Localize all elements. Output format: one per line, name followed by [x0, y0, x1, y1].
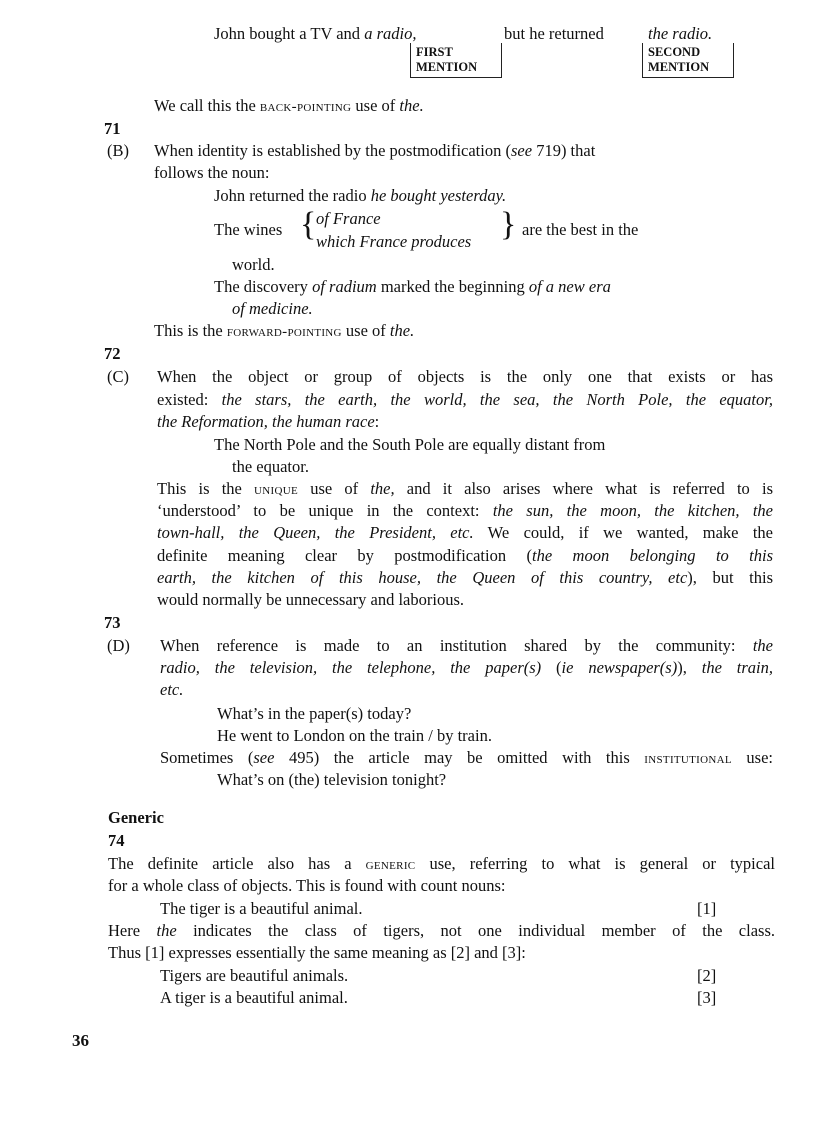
text: When identity is established by the postmodification (	[154, 141, 511, 160]
text: We call this the	[154, 96, 260, 115]
s73-line-2	[160, 656, 773, 679]
s73-example-2: He went to London on the train / by train.	[217, 726, 492, 745]
s73-line-1	[160, 634, 773, 657]
page-number: 36	[72, 1031, 89, 1050]
text: marked the beginning	[376, 277, 529, 296]
text: and it also arises where what is referred to is	[394, 479, 773, 498]
text: 719) that	[532, 141, 596, 160]
first-mention-label-1: FIRST	[416, 45, 453, 59]
s73-example-3: What’s on (the) television tonight?	[217, 770, 447, 789]
heading-generic: Generic	[108, 808, 164, 827]
generic-example-3: A tiger is a beautiful animal.	[160, 988, 348, 1007]
text: John returned the radio	[214, 186, 371, 205]
s72-para-line-3	[157, 521, 773, 544]
text: ),	[677, 658, 702, 677]
s72-line-3	[157, 410, 379, 433]
s72-para-line-6: would normally be unnecessary and laborious.	[157, 590, 465, 609]
generic-example-2-ref: [2]	[697, 966, 717, 985]
text-italic: radio, the television, the telephone, the paper(s)	[160, 658, 542, 677]
text-italic: the	[752, 636, 773, 655]
text-italic: ie newspaper(s)	[561, 658, 678, 677]
text: use of	[341, 321, 390, 340]
text: Here	[108, 921, 157, 940]
s71-example-2-pre: The wines	[214, 220, 283, 239]
generic-example-1-ref: [1]	[697, 899, 717, 918]
text-the: the,	[370, 479, 395, 498]
second-mention-label-1: SECOND	[648, 45, 701, 59]
example-text: John bought a TV and	[214, 24, 365, 43]
s71-example-3-cont: of medicine.	[232, 299, 313, 318]
text-the: the	[156, 921, 177, 940]
s72-line-1: When the object or group of objects is the only one that exists or has	[157, 367, 773, 386]
second-mention-label-2: MENTION	[648, 60, 710, 74]
example-a-radio: a radio,	[364, 24, 417, 43]
first-mention-label-2: MENTION	[416, 60, 478, 74]
generic-example-2: Tigers are beautiful animals.	[160, 966, 349, 985]
s71-option-2: which France produces	[316, 232, 472, 251]
s71-line-1	[154, 139, 595, 162]
term-institutional: institutional	[644, 751, 732, 767]
text-italic: earth, the kitchen of this house, the Queen of this country, etc	[157, 568, 688, 587]
term-back-pointing: back-pointing	[259, 99, 352, 115]
second-mention-box	[642, 43, 734, 78]
s72-para-line-5	[157, 566, 773, 589]
generic-example-1: The tiger is a beautiful animal.	[160, 899, 363, 918]
text: The definite article also has a	[108, 854, 366, 873]
left-brace: {	[300, 206, 317, 243]
text-italic: the Reformation, the human race	[157, 412, 375, 431]
s72-line-2	[157, 388, 773, 411]
text: This is the	[154, 321, 227, 340]
text: use:	[731, 748, 774, 767]
text: (	[541, 658, 562, 677]
s73-line-3: etc.	[160, 680, 184, 699]
s71-example-3	[214, 275, 611, 298]
text-italic: the moon belonging to this	[531, 546, 773, 565]
generic-line-2: for a whole class of objects. This is found with count nouns:	[108, 876, 506, 895]
text: ‘understood’ to be unique in the context:	[157, 501, 493, 520]
text-the: the.	[399, 96, 424, 115]
text-italic: the train,	[701, 658, 773, 677]
example-first-second-mention	[214, 22, 416, 45]
forward-pointing-line	[154, 319, 414, 344]
text-see: see	[253, 748, 275, 767]
text-see: see	[510, 141, 533, 160]
example-mid-text: but he returned	[504, 24, 604, 43]
section-number-73: 73	[104, 613, 121, 632]
text: ), but this	[687, 568, 773, 587]
text-italic: the sun, the moon, the kitchen, the	[492, 501, 774, 520]
example-the-radio-text: the radio.	[648, 24, 713, 43]
text-the: the.	[389, 321, 415, 340]
text: This is the	[157, 479, 255, 498]
section-number-71: 71	[104, 119, 121, 138]
text-italic: the stars, the earth, the world, the sea, the North Pole, the equator,	[221, 390, 773, 409]
text: When reference is made to an institution shared by the community:	[160, 636, 753, 655]
text: use of	[298, 479, 371, 498]
s71-example-1	[214, 184, 506, 207]
text: use of	[351, 96, 400, 115]
text: use, referring to what is general or typical	[415, 854, 776, 873]
s71-example-2-cont: world.	[232, 255, 275, 274]
term-unique: unique	[254, 482, 299, 498]
text-italic: of a new era	[528, 277, 611, 296]
text-italic: town-hall, the Queen, the President, etc.	[157, 523, 474, 542]
section-number-72: 72	[104, 344, 121, 363]
text: We could, if we wanted, make the	[473, 523, 773, 542]
generic-line-3	[108, 919, 775, 942]
right-brace: }	[500, 206, 517, 243]
text-italic: he bought yesterday.	[370, 186, 507, 205]
section-label-b: (B)	[107, 141, 129, 160]
s73-example-1: What’s in the paper(s) today?	[217, 704, 412, 723]
s72-example-1: The North Pole and the South Pole are equally distant from	[214, 435, 606, 454]
text: existed:	[157, 390, 222, 409]
s71-option-1: of France	[316, 209, 381, 228]
term-forward-pointing: forward-pointing	[226, 324, 342, 340]
s72-para-line-2	[157, 499, 773, 522]
section-label-d: (D)	[107, 636, 130, 655]
section-label-c: (C)	[107, 367, 129, 386]
term-generic: generic	[365, 857, 416, 873]
section-number-74: 74	[108, 831, 125, 850]
text-italic: of radium	[312, 277, 377, 296]
s71-line-2: follows the noun:	[154, 163, 270, 182]
text: Sometimes (	[160, 748, 254, 767]
text: 495) the article may be omitted with this	[274, 748, 645, 767]
text: :	[374, 412, 380, 431]
text: indicates the class of tigers, not one individual member of the class.	[176, 921, 775, 940]
example-the-radio	[648, 22, 712, 45]
back-pointing-line	[154, 94, 424, 119]
text: The discovery	[214, 277, 313, 296]
s72-example-1-cont: the equator.	[232, 457, 309, 476]
first-mention-box	[410, 43, 502, 78]
generic-line-4: Thus [1] expresses essentially the same meaning as [2] and [3]:	[108, 943, 526, 962]
text: definite meaning clear by postmodification (	[157, 546, 532, 565]
s72-para-line-4	[157, 544, 773, 567]
example-mid	[504, 22, 604, 45]
generic-example-3-ref: [3]	[697, 988, 717, 1007]
s71-example-2-post: are the best in the	[522, 220, 639, 239]
